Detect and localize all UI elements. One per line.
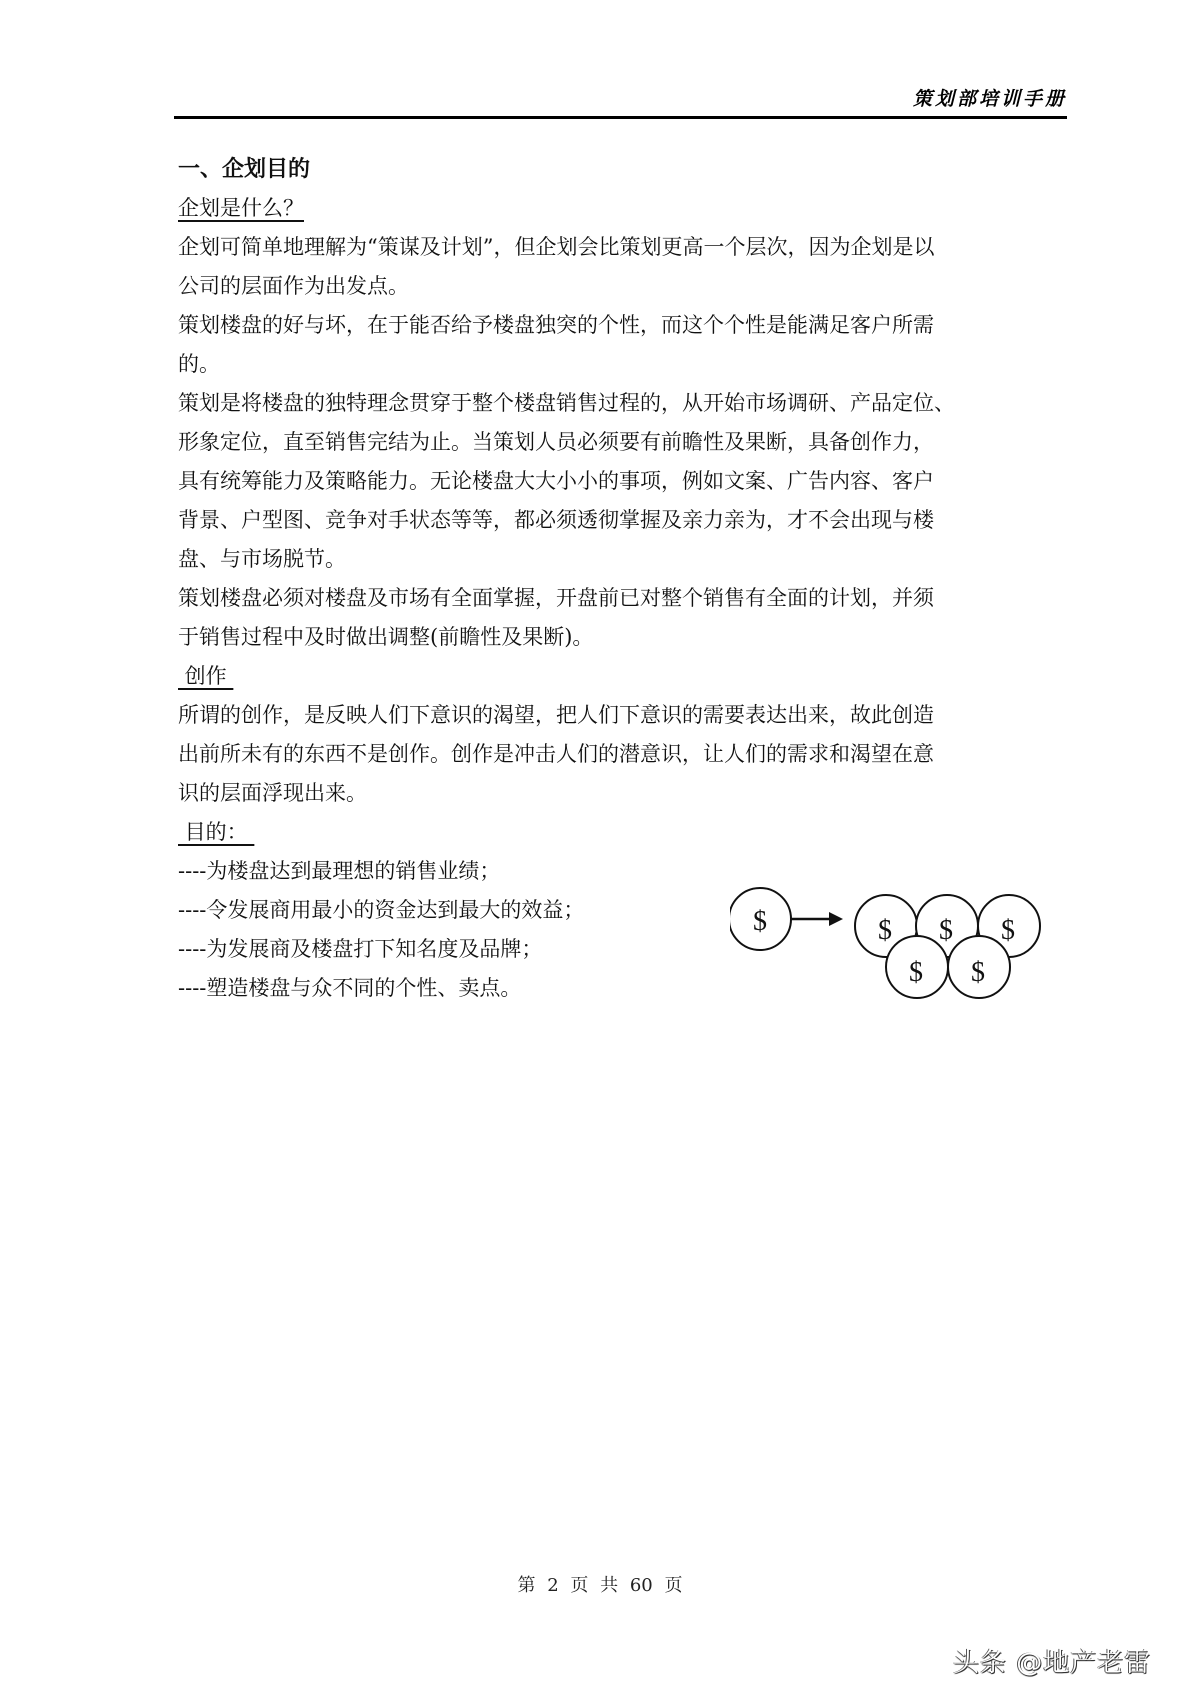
subheading-what-is-label: 企划是什么？ <box>178 196 304 220</box>
text-line: 公司的层面作为出发点。 <box>178 274 409 298</box>
text-line: 背景、户型图、竞争对手状态等等，都必须透彻掌握及亲力亲为，才不会出现与楼 <box>178 508 934 532</box>
paragraph-quality <box>178 306 1068 384</box>
text-line: 于销售过程中及时做出调整(前瞻性及果断)。 <box>178 625 594 649</box>
goal-item: ----令发展商用最小的资金达到最大的效益； <box>178 898 585 922</box>
subheading-what-is <box>178 189 1068 228</box>
text-line: 出前所未有的东西不是创作。创作是冲击人们的潜意识，让人们的需求和渴望在意 <box>178 742 934 766</box>
dollar-sign: $ <box>971 957 985 988</box>
dollar-sign: $ <box>878 915 892 946</box>
text-line: 具有统筹能力及策略能力。无论楼盘大大小小的事项，例如文案、广告内容、客户 <box>178 469 934 493</box>
dollar-sign: $ <box>909 957 923 988</box>
goal-item: ----为楼盘达到最理想的销售业绩； <box>178 859 501 883</box>
paragraph-mastery <box>178 579 1068 657</box>
text-line: 的。 <box>178 352 220 376</box>
subheading-creation <box>178 657 1068 696</box>
goal-item: ----为发展商及楼盘打下知名度及品牌； <box>178 937 543 961</box>
arrow-right-icon <box>791 912 843 926</box>
money-multiplication-diagram <box>730 885 1060 1015</box>
page-number: 第 2 页 共 60 页 <box>517 1575 683 1596</box>
dollar-sign: $ <box>753 906 767 937</box>
text-line: 策划楼盘的好与坏，在于能否给予楼盘独突的个性，而这个个性是能满足客户所需 <box>178 313 934 337</box>
dollar-sign: $ <box>939 915 953 946</box>
text-line: 盘、与市场脱节。 <box>178 547 346 571</box>
subheading-goals-label: 目的： <box>178 820 255 844</box>
text-line: 策划楼盘必须对楼盘及市场有全面掌握，开盘前已对整个销售有全面的计划，并须 <box>178 586 934 610</box>
text-line: 企划可简单地理解为“策谋及计划”，但企划会比策划更高一个层次，因为企划是以 <box>178 235 935 259</box>
watermark-text: 头条 @地产老雷 <box>953 1648 1152 1678</box>
paragraph-process <box>178 384 1068 579</box>
subheading-goals <box>178 813 1068 852</box>
page-content <box>178 150 1068 1008</box>
text-line: 形象定位，直至销售完结为止。当策划人员必须要有前瞻性及果断，具备创作力， <box>178 430 934 454</box>
paragraph-creation <box>178 696 1068 813</box>
header-divider <box>174 116 1067 119</box>
paragraph-definition <box>178 228 1068 306</box>
section-title: 一、企划目的 <box>178 157 311 182</box>
text-line: 所谓的创作，是反映人们下意识的渴望，把人们下意识的需要表达出来，故此创造 <box>178 703 934 727</box>
dollar-sign: $ <box>1001 915 1015 946</box>
subheading-creation-label: 创作 <box>178 664 234 688</box>
running-header-title: 策划部培训手册 <box>912 88 1067 110</box>
text-line: 策划是将楼盘的独特理念贯穿于整个楼盘销售过程的，从开始市场调研、产品定位、 <box>178 391 955 415</box>
text-line: 识的层面浮现出来。 <box>178 781 367 805</box>
goal-item: ----塑造楼盘与众不同的个性、卖点。 <box>178 976 522 1000</box>
